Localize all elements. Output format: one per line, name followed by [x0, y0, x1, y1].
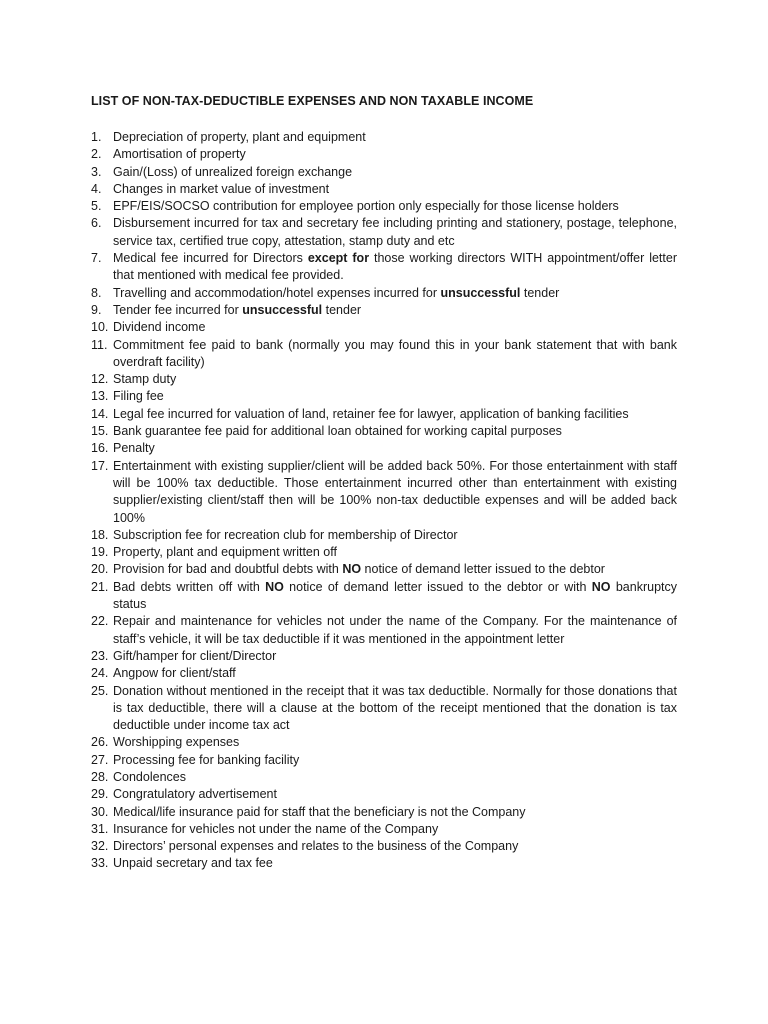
list-item-number: 17.: [91, 458, 109, 473]
list-item: [0, 734, 768, 751]
list-item: [0, 786, 768, 803]
text-segment: Directors’ personal expenses and relates to the business of the Company: [113, 839, 519, 854]
list-item-number: 30.: [91, 804, 109, 819]
list-item: [0, 406, 768, 423]
expense-list: [0, 129, 768, 873]
text-segment: Gain/(Loss) of unrealized foreign exchange: [113, 164, 353, 179]
list-item: [0, 302, 768, 319]
page-title: LIST OF NON-TAX-DEDUCTIBLE EXPENSES AND NON TAXABLE INCOME: [91, 94, 534, 108]
list-item-text: [113, 130, 366, 144]
text-segment: bankruptcy status: [113, 579, 677, 612]
text-segment: Processing fee for banking facility: [113, 752, 300, 767]
text-segment: Donation without mentioned in the receipt that it was tax deductible. Normally for those donations that is tax deductible, there will a clause at the bottom of the receipt mentioned that the donation is tax deductible under income tax act: [113, 683, 677, 733]
list-item: [0, 250, 768, 285]
list-item: [0, 648, 768, 665]
list-item-text: [113, 303, 361, 317]
text-segment: Condolences: [113, 769, 186, 784]
list-item-number: 12.: [91, 372, 109, 387]
list-item: [0, 544, 768, 561]
list-item-text: [113, 684, 677, 733]
list-item-number: 1.: [91, 130, 102, 144]
text-segment: Dividend income: [113, 320, 206, 335]
list-item: [0, 821, 768, 838]
text-segment: Stamp duty: [113, 372, 177, 387]
list-item-number: 19.: [91, 545, 109, 560]
list-item-text: [113, 856, 273, 870]
list-item-number: 31.: [91, 821, 109, 836]
list-item-number: 13.: [91, 389, 109, 404]
list-item-text: [113, 805, 526, 819]
list-item-text: [113, 822, 438, 836]
list-item-text: [113, 286, 559, 300]
text-segment: Changes in market value of investment: [113, 181, 330, 196]
list-item: [0, 337, 768, 372]
text-segment: Medical/life insurance paid for staff that the beneficiary is not the Company: [113, 804, 526, 819]
list-item-number: 27.: [91, 752, 109, 767]
list-item: [0, 440, 768, 457]
list-item-number: 9.: [91, 302, 102, 317]
list-item-text: [113, 389, 164, 403]
list-item-text: [113, 372, 176, 386]
text-segment: Subscription fee for recreation club for membership of Director: [113, 527, 458, 542]
list-item: [0, 319, 768, 336]
text-segment: Travelling and accommodation/hotel expenses incurred for: [113, 285, 441, 300]
text-segment: Congratulatory advertisement: [113, 787, 277, 802]
list-item: [0, 613, 768, 648]
list-item-number: 32.: [91, 839, 109, 854]
list-item: [0, 579, 768, 614]
text-segment: EPF/EIS/SOCSO contribution for employee portion only especially for those license holders: [113, 199, 619, 214]
text-segment: Provision for bad and doubtful debts with: [113, 562, 343, 577]
list-item-number: 8.: [91, 285, 102, 300]
list-item-number: 23.: [91, 648, 109, 663]
list-item-number: 14.: [91, 406, 109, 421]
list-item-number: 6.: [91, 216, 102, 231]
text-segment: Unpaid secretary and tax fee: [113, 856, 273, 871]
list-item-number: 3.: [91, 164, 102, 179]
text-segment: those working directors WITH appointment/offer letter that mentioned with medical fee provided.: [113, 251, 677, 283]
list-item: [0, 683, 768, 735]
list-item-text: [113, 580, 677, 611]
text-segment: Property, plant and equipment written off: [113, 545, 337, 560]
text-segment: Tender fee incurred for: [113, 302, 243, 317]
list-item-number: 24.: [91, 666, 109, 681]
text-segment: Repair and maintenance for vehicles not under the name of the Company. For the maintenance of staff’s vehicle, it will be tax deductible if it was mentioned in the appointment letter: [113, 614, 677, 646]
list-item-number: 28.: [91, 769, 109, 784]
list-item-number: 15.: [91, 424, 109, 439]
list-item: [0, 129, 768, 146]
text-segment: Amortisation of property: [113, 147, 246, 162]
list-item-text: [113, 320, 205, 334]
list-item-text: [113, 770, 186, 784]
text-segment: Insurance for vehicles not under the name of the Company: [113, 821, 439, 836]
list-item-text: [113, 666, 236, 680]
list-item-text: [113, 251, 677, 282]
text-segment: Medical fee incurred for Directors: [113, 251, 308, 266]
list-item-text: [113, 459, 677, 525]
list-item-text: [113, 216, 677, 247]
list-item-text: [113, 441, 155, 455]
list-item-text: [113, 424, 562, 438]
list-item-text: [113, 199, 619, 213]
list-item: [0, 146, 768, 163]
list-item-text: [113, 753, 299, 767]
list-item: [0, 665, 768, 682]
list-item-text: [113, 338, 677, 369]
list-item-number: 2.: [91, 147, 102, 162]
list-item-number: 25.: [91, 683, 109, 698]
list-item-number: 4.: [91, 181, 102, 196]
list-item-number: 21.: [91, 579, 109, 594]
text-segment: Disbursement incurred for tax and secretary fee including printing and stationery, postage, telephone, service tax, certified true copy, attestation, stamp duty and etc: [113, 216, 677, 248]
list-item-number: 33.: [91, 856, 109, 871]
text-segment: notice of demand letter issued to the debtor: [361, 562, 605, 577]
list-item: [0, 215, 768, 250]
emphasis-text: unsuccessful: [440, 285, 521, 300]
list-item: [0, 838, 768, 855]
list-item-number: 22.: [91, 614, 109, 629]
list-item: [0, 561, 768, 578]
list-item-text: [113, 839, 518, 853]
text-segment: Penalty: [113, 441, 155, 456]
list-item-text: [113, 562, 605, 576]
list-item-number: 26.: [91, 735, 109, 750]
list-item: [0, 388, 768, 405]
list-item: [0, 423, 768, 440]
list-item: [0, 527, 768, 544]
list-item-number: 5.: [91, 199, 102, 214]
text-segment: Entertainment with existing supplier/client will be added back 50%. For those entertainment with staff will be 100% tax deductible. Those entertainment incurred other than entertainment with existing supplier/existing client/staff then will be 100% non-tax deductible expenses and will be added back 100%: [113, 458, 677, 525]
emphasis-text: NO: [342, 562, 362, 577]
list-item-text: [113, 165, 352, 179]
list-item-number: 11.: [91, 337, 108, 352]
text-segment: notice of demand letter issued to the debtor or with: [283, 579, 592, 594]
emphasis-text: unsuccessful: [242, 302, 323, 317]
list-item-text: [113, 147, 246, 161]
list-item: [0, 458, 768, 527]
list-item-text: [113, 787, 277, 801]
emphasis-text: except for: [307, 251, 370, 266]
list-item: [0, 164, 768, 181]
list-item-text: [113, 182, 329, 196]
list-item-number: 7.: [91, 251, 102, 266]
list-item-text: [113, 735, 239, 749]
emphasis-text: NO: [265, 579, 284, 594]
text-segment: Angpow for client/staff: [113, 666, 236, 681]
list-item: [0, 804, 768, 821]
list-item: [0, 198, 768, 215]
text-segment: Worshipping expenses: [113, 735, 240, 750]
text-segment: Filing fee: [113, 389, 164, 404]
text-segment: Depreciation of property, plant and equipment: [113, 130, 366, 144]
text-segment: tender: [322, 302, 362, 317]
text-segment: Commitment fee paid to bank (normally you may found this in your bank statement that with bank overdraft facility): [113, 337, 677, 369]
list-item-text: [113, 545, 337, 559]
text-segment: Gift/hamper for client/Director: [113, 648, 277, 663]
list-item: [0, 752, 768, 769]
list-item-number: 16.: [91, 441, 109, 456]
list-item-text: [113, 614, 677, 645]
list-item: [0, 855, 768, 872]
list-item-number: 10.: [91, 320, 109, 335]
list-item: [0, 285, 768, 302]
list-item-text: [113, 528, 458, 542]
list-item-text: [113, 407, 629, 421]
list-item-number: 29.: [91, 787, 109, 802]
list-item-text: [113, 649, 276, 663]
list-item-number: 18.: [91, 527, 109, 542]
emphasis-text: NO: [591, 579, 611, 594]
text-segment: Legal fee incurred for valuation of land, retainer fee for lawyer, application of banking facilities: [113, 406, 629, 421]
text-segment: Bank guarantee fee paid for additional loan obtained for working capital purposes: [113, 424, 562, 439]
text-segment: Bad debts written off with: [113, 579, 266, 594]
list-item: [0, 769, 768, 786]
list-item-number: 20.: [91, 562, 109, 577]
text-segment: tender: [520, 285, 560, 300]
list-item: [0, 181, 768, 198]
list-item: [0, 371, 768, 388]
